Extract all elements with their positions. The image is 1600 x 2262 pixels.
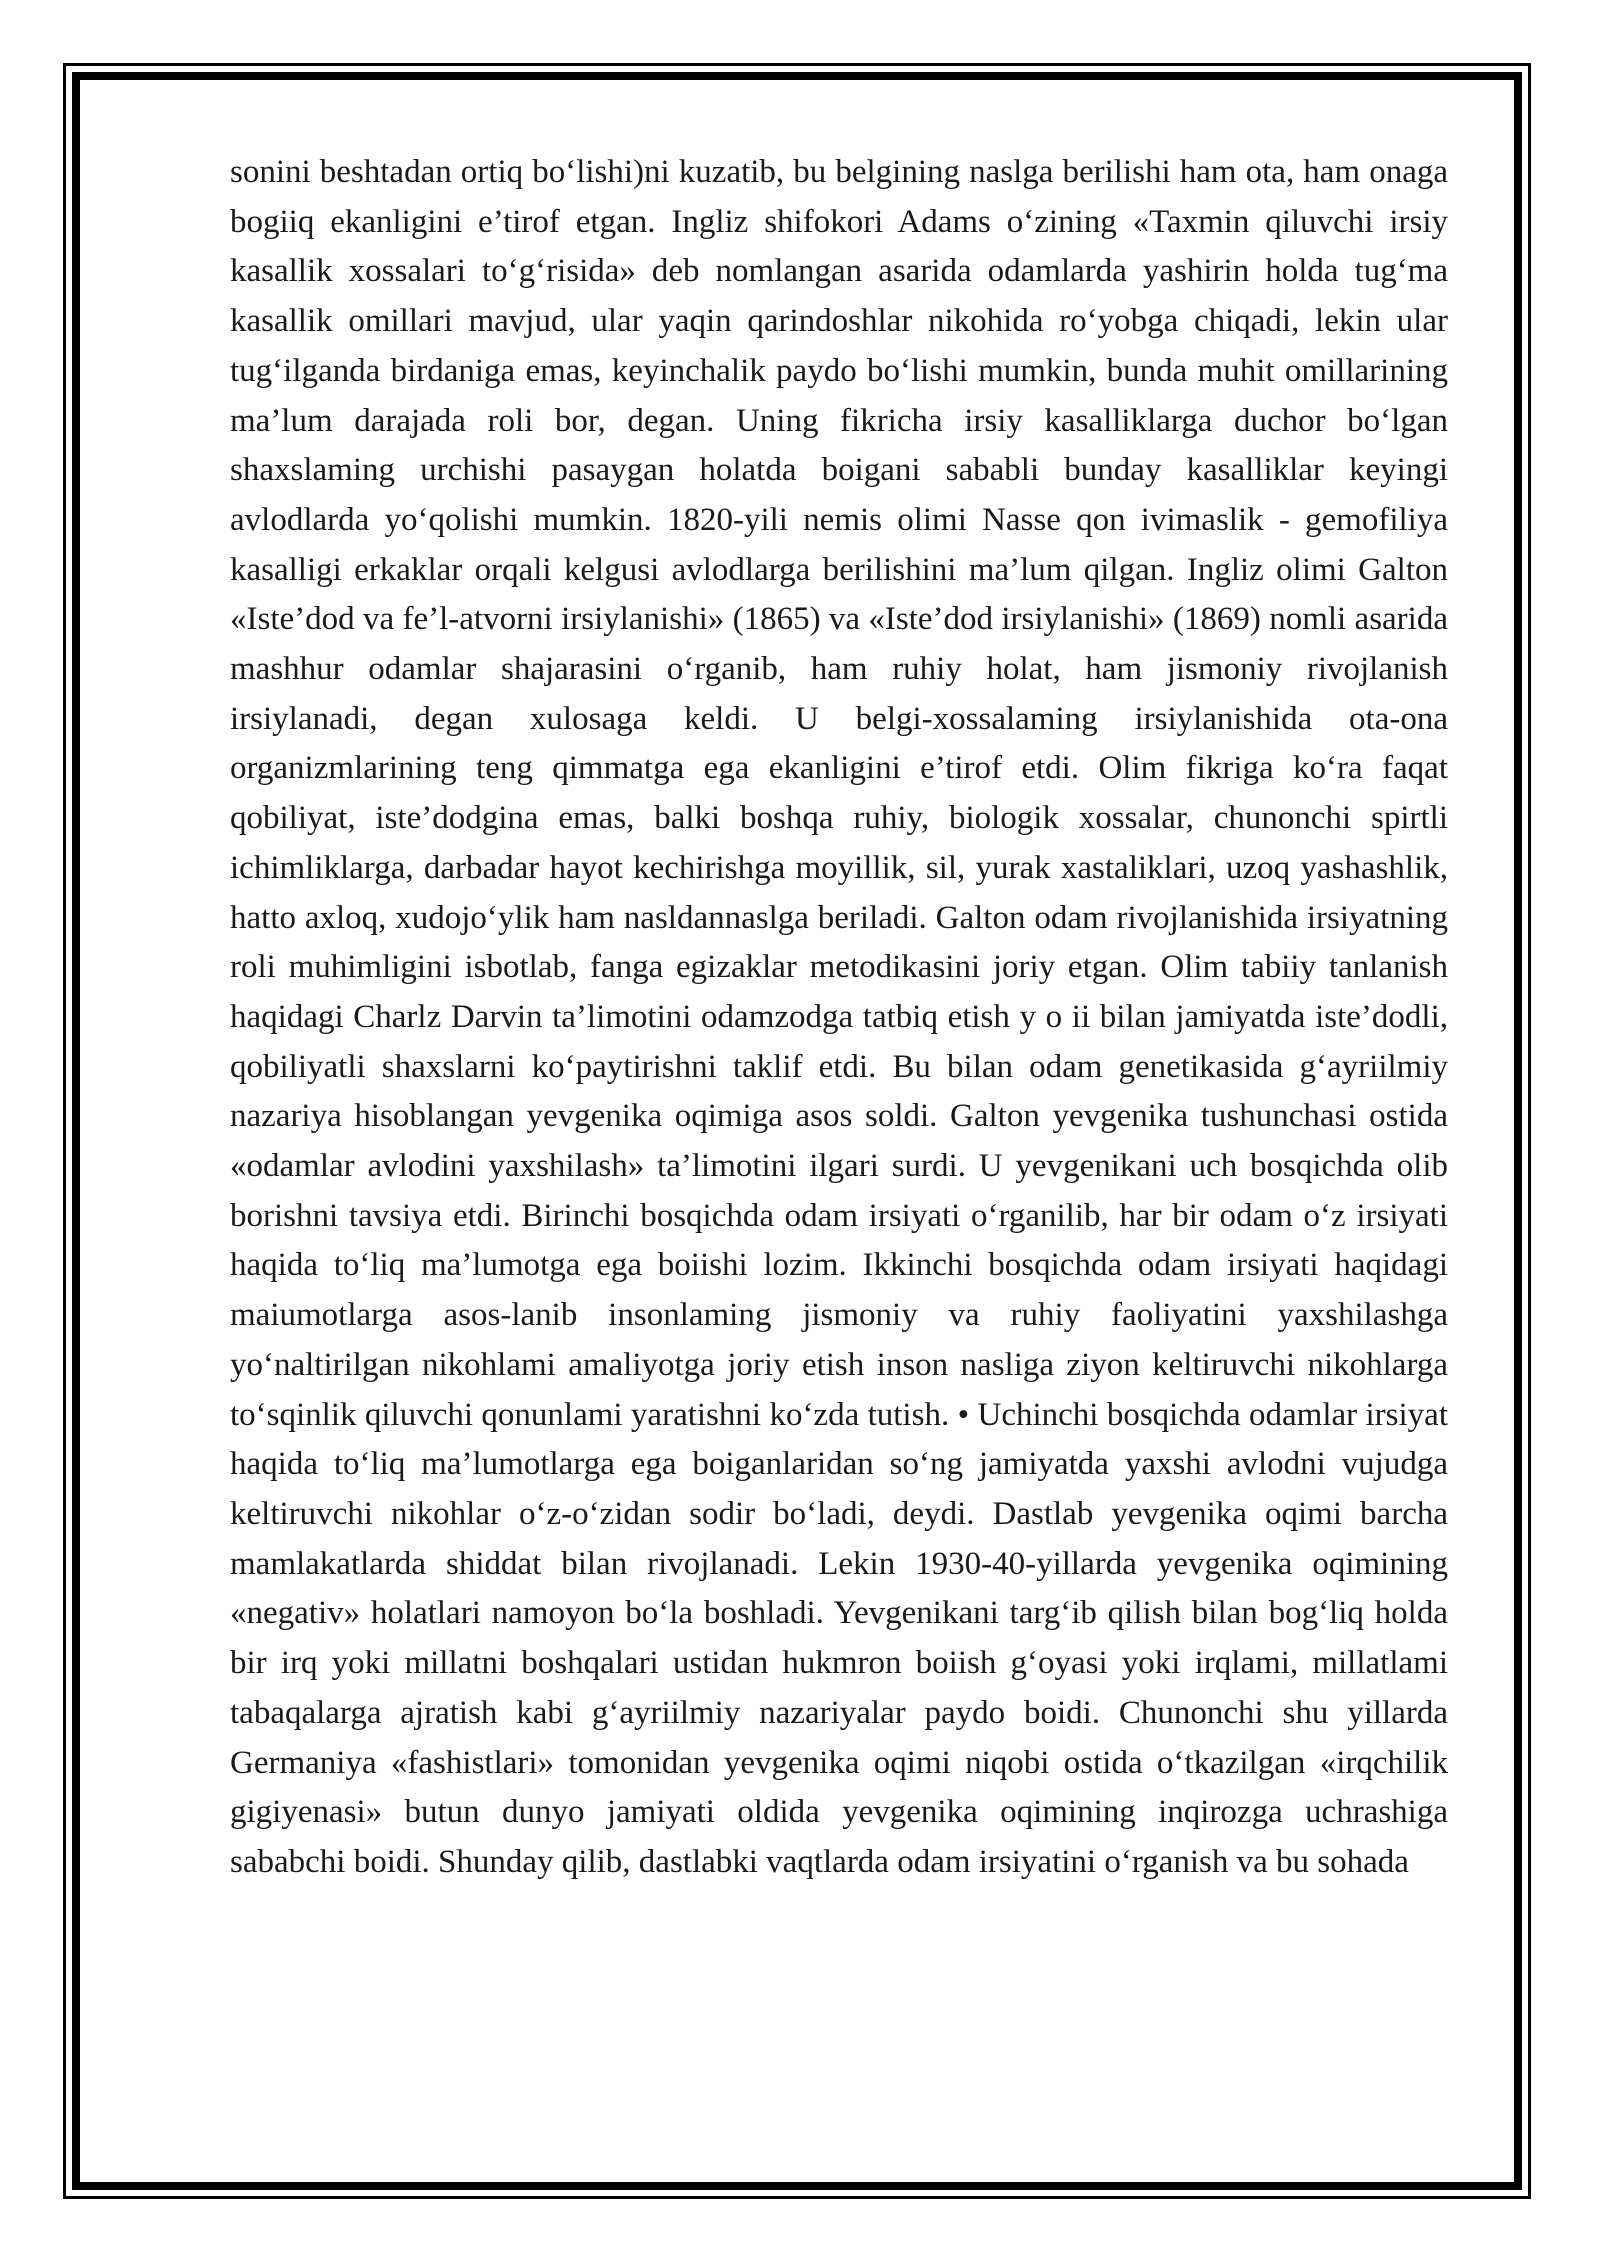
- body-paragraph: sonini beshtadan ortiq bo‘lishi)ni kuzatib, bu belgining naslga berilishi ham ota, ham onaga bogiiq ekanligini e’tirof etgan. Ingliz shifokori Adams o‘zining «Taxmin qiluvchi irsiy kasallik xossalari to‘g‘risida» deb nomlangan asarida odamlarda yashirin holda tug‘ma kasallik omillari mavjud, ular yaqin qarindoshlar nikohida ro‘yobga chiqadi, lekin ular tug‘ilganda birdaniga emas, keyinchalik paydo bo‘lishi mumkin, bunda muhit omillarining ma’lum darajada roli bor, degan. Uning fikricha irsiy kasalliklarga duchor bo‘lgan shaxslaming urchishi pasaygan holatda boigani sababli bunday kasalliklar keyingi avlodlarda yo‘qolishi mumkin. 1820-yili nemis olimi Nasse qon ivimaslik - gemofiliya kasalligi erkaklar orqali kelgusi avlodlarga berilishini ma’lum qilgan. Ingliz olimi Galton «Iste’dod va fe’l-atvorni irsiylanishi» (1865) va «Iste’dod irsiylanishi» (1869) nomli asarida mashhur odamlar shajarasini o‘rganib, ham ruhiy holat, ham jismoniy rivojlanish irsiylanadi, degan xulosaga keldi. U belgi-xossalaming irsiylanishida ota-ona organizmlarining teng qimmatga ega ekanligini e’tirof etdi. Olim fikriga ko‘ra faqat qobiliyat, iste’dodgina emas, balki boshqa ruhiy, biologik xossalar, chunonchi spirtli ichimliklarga, darbadar hayot kechirishga moyillik, sil, yurak xastaliklari, uzoq yashashlik, hatto axloq, xudojo‘ylik ham nasldannaslga beriladi. Galton odam rivojlanishida irsiyatning roli muhimligini isbotlab, fanga egizaklar metodikasini joriy etgan. Olim tabiiy tanlanish haqidagi Charlz Darvin ta’limotini odamzodga tatbiq etish y o ii bilan jamiyatda iste’dodli, qobiliyatli shaxslarni ko‘paytirishni taklif etdi. Bu bilan odam genetikasida g‘ayriilmiy nazariya hisoblangan yevgenika oqimiga asos soldi. Galton yevgenika tushunchasi ostida «odamlar avlodini yaxshilash» ta’limotini ilgari surdi. U yevgenikani uch bosqichda olib borishni tavsiya etdi. Birinchi bosqichda odam irsiyati o‘rganilib, har bir odam o‘z irsiyati haqida to‘liq ma’lumotga ega boiishi lozim. Ikkinchi bosqichda odam irsiyati haqidagi maiumotlarga asos-lanib insonlaming jismoniy va ruhiy faoliyatini yaxshilashga yo‘naltirilgan nikohlami amaliyotga joriy etish inson nasliga ziyon keltiruvchi nikohlarga to‘sqinlik qiluvchi qonunlami yaratishni ko‘zda tutish. • Uchinchi bosqichda odamlar irsiyat haqida to‘liq ma’lumotlarga ega boiganlaridan so‘ng jamiyatda yaxshi avlodni vujudga keltiruvchi nikohlar o‘z-o‘zidan sodir bo‘ladi, deydi. Dastlab yevgenika oqimi barcha mamlakatlarda shiddat bilan rivojlanadi. Lekin 1930-40-yillarda yevgenika oqimining «negativ» holatlari namoyon bo‘la boshladi. Yevgenikani targ‘ib qilish bilan bog‘liq holda bir irq yoki millatni boshqalari ustidan hukmron boiish g‘oyasi yoki irqlami, millatlami tabaqalarga ajratish kabi g‘ayriilmiy nazariyalar paydo boidi. Chunonchi shu yillarda Germaniya «fashistlari» tomonidan yevgenika oqimi niqobi ostida o‘tkazilgan «irqchilik gigiyenasi» butun dunyo jamiyati oldida yevgenika oqimining inqirozga uchrashiga sababchi boidi. Shunday qilib, dastlabki vaqtlarda odam irsiyatini o‘rganish va bu sohada: [230, 154, 1448, 1880]
